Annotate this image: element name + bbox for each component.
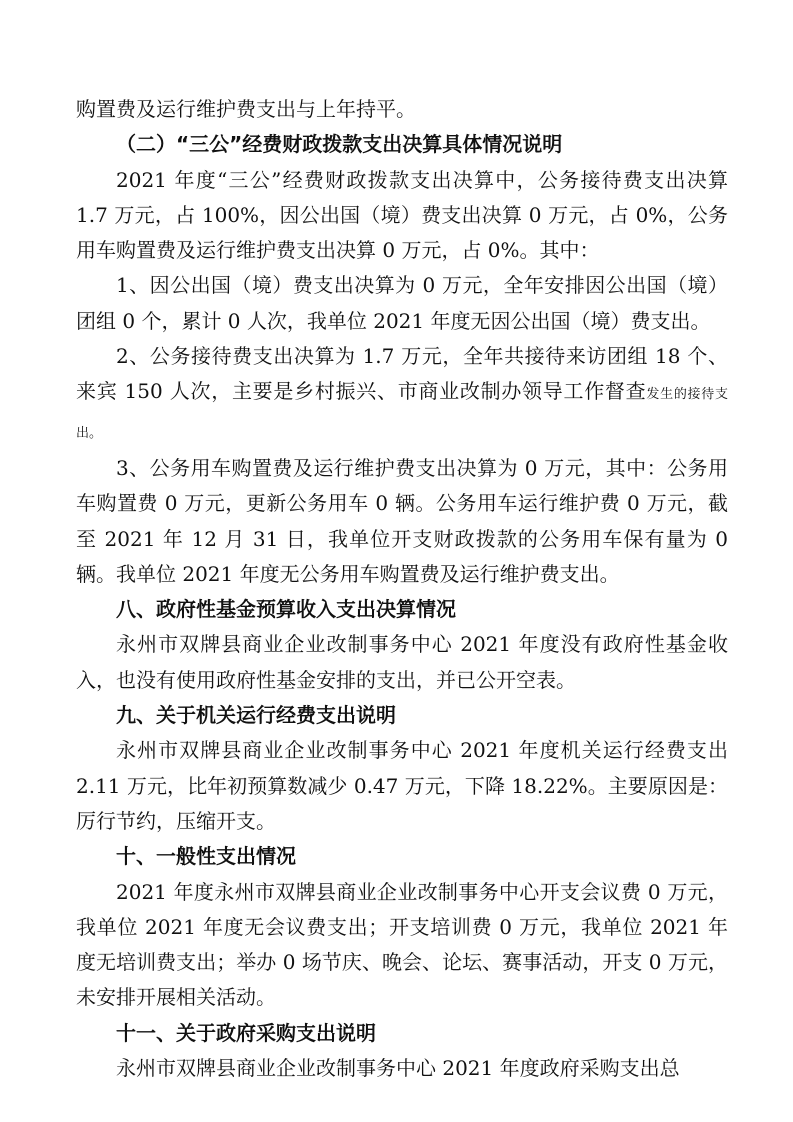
- paragraph-section-10: 2021 年度永州市双牌县商业企业改制事务中心开支会议费 0 万元，我单位 2021 年度无会议费支出；开支培训费 0 万元，我单位 2021 年度无培训费支出；举办 0 场节庆、晚会、论坛、赛事活动，开支 0 万元，未安排开展相关活动。: [76, 879, 728, 1010]
- paragraph-section-9: 永州市双牌县商业企业改制事务中心 2021 年度机关运行经费支出 2.11 万元，比年初预算数减少 0.47 万元，下降 18.22%。主要原因是：厉行节约，压缩开支。: [76, 738, 728, 833]
- paragraph-item-2-main: 2、公务接待费支出决算为 1.7 万元，全年共接待来访团组 18 个、来宾 150 人次，主要是乡村振兴、市商业改制办领导工作督查: [76, 344, 728, 404]
- heading-section-10: 十、一般性支出情况: [116, 844, 296, 869]
- paragraph-section-11: 永州市双牌县商业企业改制事务中心 2021 年度政府采购支出总: [116, 1056, 680, 1081]
- paragraph-item-2-small: 发生的接待支出。: [76, 387, 728, 441]
- paragraph-section-8: 永州市双牌县商业企业改制事务中心 2021 年度没有政府性基金收入，也没有使用政府性基金安排的支出，并已公开空表。: [76, 632, 728, 692]
- paragraph-sangong-summary: 2021 年度“三公”经费财政拨款支出决算中，公务接待费支出决算 1.7 万元，占 100%，因公出国（境）费支出决算 0 万元，占 0%，公务用车购置费及运行维护费支出决算 0 万元，占 0%。其中：: [76, 167, 728, 263]
- paragraph-item-3: 3、公务用车购置费及运行维护费支出决算为 0 万元，其中：公务用车购置费 0 万元，更新公务用车 0 辆。公务用车运行维护费 0 万元，截至 2021 年 12 月 31 日，我单位开支财政拨款的公务用车保有量为 0 辆。我单位 2021 年度无公务用车购置费及运行维护费支出。: [76, 455, 728, 586]
- heading-section-11: 十一、关于政府采购支出说明: [116, 1020, 376, 1045]
- heading-section-8: 八、政府性基金预算收入支出决算情况: [116, 597, 456, 622]
- heading-sangong: （二）“三公”经费财政拨款支出决算具体情况说明: [116, 132, 563, 157]
- paragraph-item-1: 1、因公出国（境）费支出决算为 0 万元，全年安排因公出国（境）团组 0 个，累计 0 人次，我单位 2021 年度无因公出国（境）费支出。: [76, 273, 728, 333]
- document-body: [76, 92, 728, 1086]
- paragraph-item-2: [76, 339, 728, 451]
- paragraph-continuation: 购置费及运行维护费支出与上年持平。: [76, 97, 416, 121]
- heading-section-9: 九、关于机关运行经费支出说明: [116, 703, 396, 728]
